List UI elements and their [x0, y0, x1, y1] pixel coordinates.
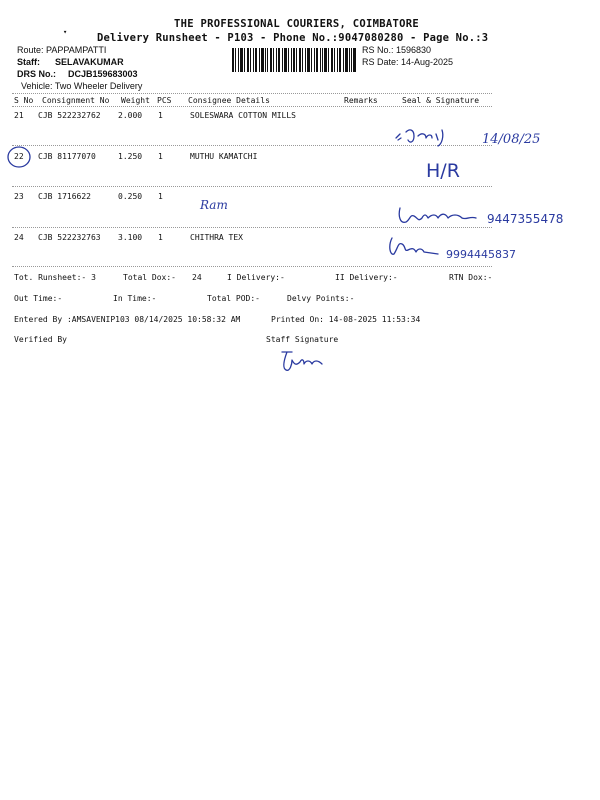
rs-date: RS Date: 14-Aug-2025: [362, 57, 454, 67]
col-pcs-header: PCS: [157, 96, 172, 105]
vehicle-label: Vehicle: Two Wheeler Delivery: [21, 81, 143, 91]
row-pcs: 1: [158, 233, 163, 242]
route-label: Route: PAPPAMPATTI: [17, 45, 107, 55]
staff-name: SELAVAKUMAR: [55, 57, 124, 67]
row-weight: 1.250: [118, 152, 143, 161]
row-rule: [12, 266, 492, 267]
signature-scribble-1: [392, 122, 492, 152]
row-pcs: 1: [158, 192, 163, 201]
row-consignment: CJB 522232763: [38, 233, 101, 242]
in-time: In Time:-: [113, 294, 157, 303]
signature-date: 14/08/25: [482, 132, 541, 147]
verified-by: Verified By: [14, 335, 67, 344]
runsheet-subtitle: Delivery Runsheet - P103 - Phone No.:9047080280 - Page No.:3: [97, 32, 489, 44]
row-consignee: SOLESWARA COTTON MILLS: [190, 111, 296, 120]
ram-signature: Ram: [200, 198, 228, 212]
company-title: THE PROFESSIONAL COURIERS, COIMBATORE: [174, 18, 419, 30]
row-rule: [12, 186, 492, 187]
row-consignment: CJB 1716622: [38, 192, 91, 201]
phone-note-2: 9994445837: [446, 248, 516, 261]
col-seal-header: Seal & Signature: [402, 96, 480, 105]
i-delivery: I Delivery:-: [227, 273, 285, 282]
total-dox-value: 24: [192, 273, 202, 282]
staff-signature-label: Staff Signature: [266, 335, 339, 344]
col-weight-header: Weight: [121, 96, 150, 105]
printed-on: Printed On: 14-08-2025 11:53:34: [271, 315, 421, 324]
row-sno: 24: [14, 233, 24, 242]
row-sno: 22: [14, 152, 24, 161]
total-dox-label: Total Dox:-: [123, 273, 176, 282]
rtn-dox: RTN Dox:-: [449, 273, 493, 282]
row-consignee: CHITHRA TEX: [190, 233, 243, 242]
phone-note-1: 9447355478: [487, 212, 564, 226]
col-consignment-header: Consignment No: [42, 96, 110, 105]
signature-scribble-2: [396, 200, 486, 230]
header-rule-top: [12, 93, 492, 94]
row-weight: 2.000: [118, 111, 143, 120]
row-pcs: 1: [158, 111, 163, 120]
drs-label: DRS No.:: [17, 69, 56, 79]
header-rule-bottom: [12, 106, 492, 107]
row-weight: 0.250: [118, 192, 143, 201]
staff-label: Staff:: [17, 57, 40, 67]
row-weight: 3.100: [118, 233, 143, 242]
total-pod: Total POD:-: [207, 294, 260, 303]
col-consignee-header: Consignee Details: [188, 96, 270, 105]
row-consignee: MUTHU KAMATCHI: [190, 152, 258, 161]
row-sno: 21: [14, 111, 24, 120]
delvy-points: Delvy Points:-: [287, 294, 355, 303]
barcode: [232, 48, 356, 72]
signature-scribble-3: [384, 234, 442, 262]
col-remarks-header: Remarks: [344, 96, 378, 105]
col-sno-header: S No: [14, 96, 34, 105]
tot-runsheet: Tot. Runsheet:- 3: [14, 273, 96, 282]
out-time: Out Time:-: [14, 294, 63, 303]
row-pcs: 1: [158, 152, 163, 161]
mark-glyph: ▾: [63, 28, 68, 36]
row-sno: 23: [14, 192, 24, 201]
hr-note: H/R: [426, 160, 460, 182]
ii-delivery: II Delivery:-: [335, 273, 398, 282]
row-consignment: CJB 81177070: [38, 152, 96, 161]
entered-by: Entered By :AMSAVENIP103 08/14/2025 10:58:32 AM: [14, 315, 241, 324]
staff-signature: [276, 348, 328, 374]
row-consignment: CJB 522232762: [38, 111, 101, 120]
rs-number: RS No.: 1596830: [362, 45, 432, 55]
drs-number: DCJB159683003: [68, 69, 138, 79]
